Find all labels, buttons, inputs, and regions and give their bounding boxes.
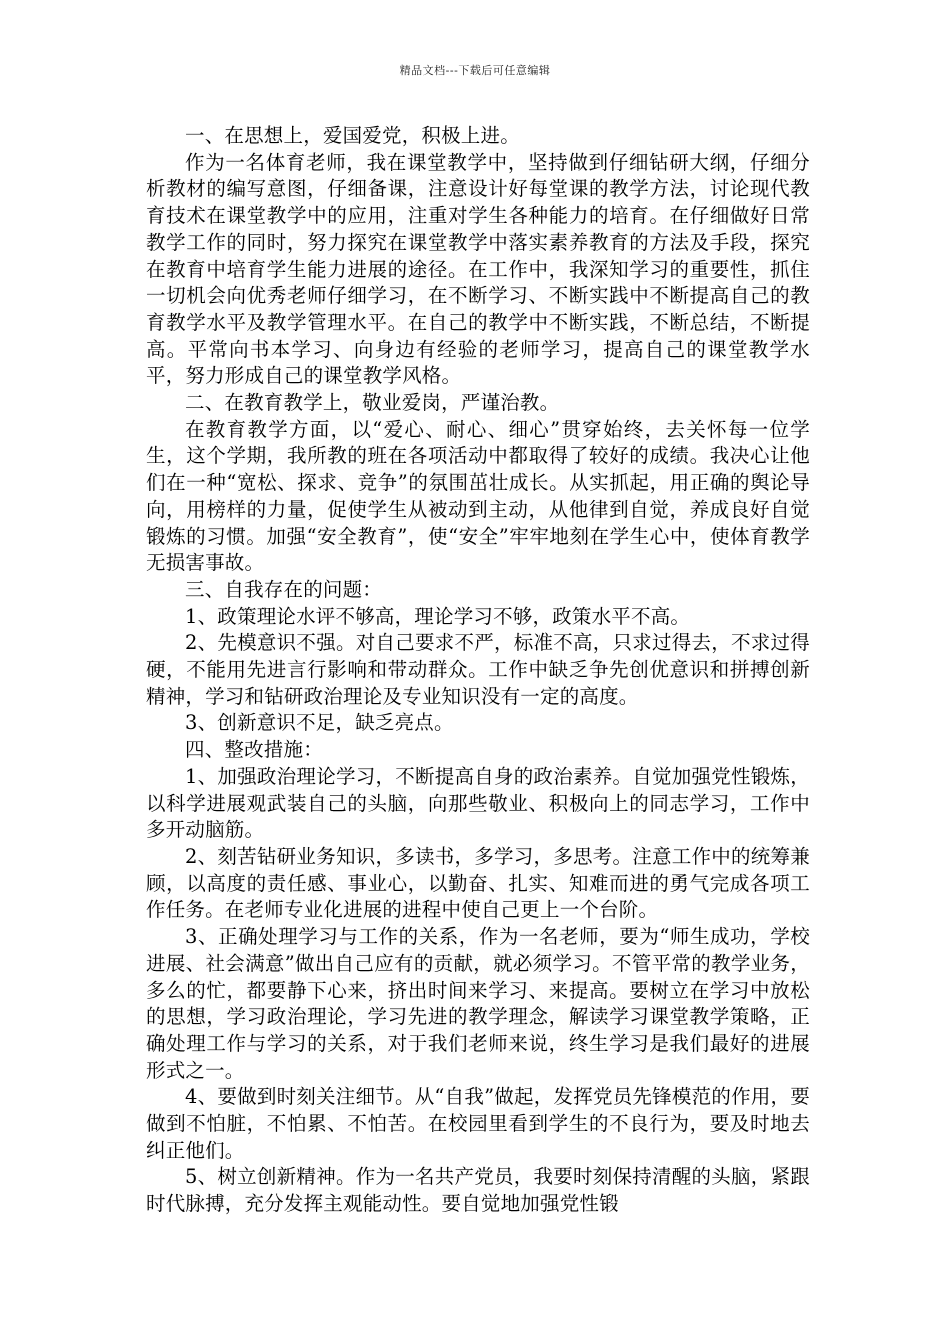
section-heading-thought: 一、在思想上，爱国爱党，积极上进。 [185,124,520,147]
document-body [146,123,810,1218]
section-heading-problems: 三、自我存在的问题： [185,577,383,601]
paragraph-teaching-practice: 作为一名体育老师，我在课堂教学中，坚持做到仔细钻研大纲，仔细分析教材的编写意图，仔细备课，注意设计好每堂课的教学方法，讨论现代教育技术在课堂教学中的应用，注重对学生各种能力的培育。在仔细做好日常教学工作的同时，努力探究在课堂教学中落实素养教育的方法及手段，探究在教育中培育学生能力进展的途径。在工作中，我深知学习的重要性，抓住一切机会向优秀老师仔细学习，在不断学习、不断实践中不断提高自己的教育教学水平及教学管理水平。在自己的教学中不断实践，不断总结，不断提高。平常向书本学习、向身边有经验的老师学习，提高自己的课堂教学水平，努力形成自己的课堂教学风格。 [146,150,810,388]
measure-item-2: 2、刻苦钻研业务知识，多读书，多学习，多思考。注意工作中的统筹兼顾，以高度的责任感、事业心，以勤奋、扎实、知难而进的勇气完成各项工作任务。在老师专业化进展的进程中使自己更上一个台阶。 [146,844,810,922]
section-heading-measures: 四、整改措施： [185,738,323,762]
measure-item-5: 5、树立创新精神。作为一名共产党员，我要时刻保持清醒的头脑，紧跟时代脉搏，充分发挥主观能动性。要自觉地加强党性锻 [146,1165,810,1216]
measure-item-3: 3、正确处理学习与工作的关系，作为一名老师，要为“师生成功，学校进展、社会满意”做出自己应有的贡献，就必须学习。不管平常的教学业务，多么的忙，都要静下心来，挤出时间来学习、来提高。要树立在学习中放松的思想，学习政治理论，学习先进的教学理念，解读学习课堂教学策略，正确处理工作与学习的关系，对于我们老师来说，终生学习是我们最好的进展形式之一。 [146,925,810,1082]
measure-item-4: 4、要做到时刻关注细节。从“自我”做起，发挥党员先锋模范的作用，要做到不怕脏，不怕累、不怕苦。在校园里看到学生的不良行为，要及时地去纠正他们。 [146,1085,810,1162]
running-header: 精品文档---下载后可任意编辑 [399,64,551,77]
section-heading-teaching: 二、在教育教学上，敬业爱岗，严谨治教。 [185,391,560,415]
problem-item-2: 2、先模意识不强。对自己要求不严，标准不高，只求过得去，不求过得硬，不能用先进言行影响和带动群众。工作中缺乏争先创优意识和拼搏创新精神，学习和钻研政治理论及专业知识没有一定的高度。 [146,631,810,708]
measure-item-1: 1、加强政治理论学习，不断提高自身的政治素养。自觉加强党性锻炼，以科学进展观武装自己的头脑，向那些敬业、积极向上的同志学习，工作中多开动脑筋。 [146,764,810,842]
problem-item-1: 1、政策理论水评不够高，理论学习不够，政策水平不高。 [185,604,691,628]
problem-item-3: 3、创新意识不足，缺乏亮点。 [185,711,454,735]
paragraph-teaching-approach: 在教育教学方面，以“爱心、耐心、细心”贯穿始终，去关怀每一位学生，这个学期，我所教的班在各项活动中都取得了较好的成绩。我决心让他们在一种“宽松、探求、竞争”的氛围茁壮成长。从实抓起，用正确的舆论导向，用榜样的力量，促使学生从被动到主动，从他律到自觉，养成良好自觉锻炼的习惯。加强“安全教育”，使“安全”牢牢地刻在学生心中，使体育教学无损害事故。 [146,417,810,575]
